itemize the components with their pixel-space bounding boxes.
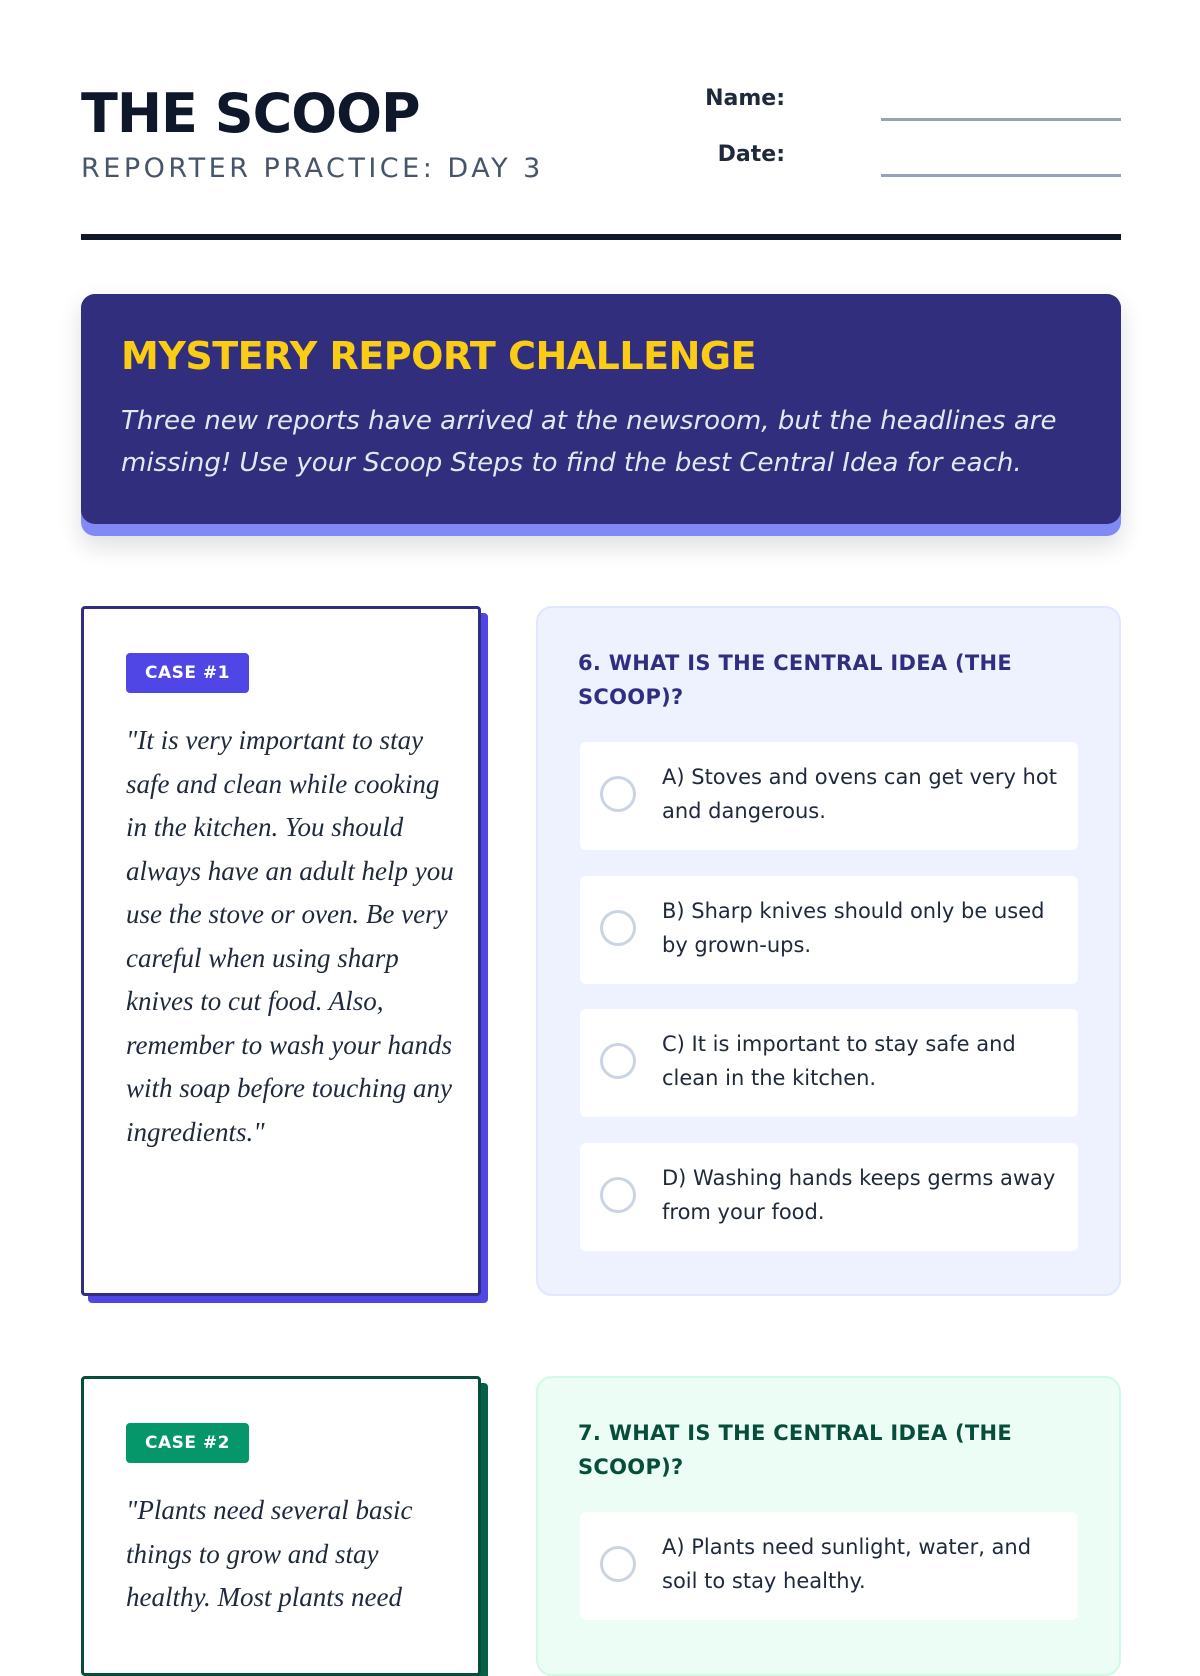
radio-button[interactable] — [600, 910, 636, 946]
challenge-instructions: Three new reports have arrived at the newsroom, but the headlines are missing! Use your Scoop Steps to find the best Central Idea for each. — [121, 406, 1057, 478]
date-field — [675, 138, 1121, 178]
case-card — [81, 606, 481, 1296]
header-divider — [81, 234, 1121, 240]
challenge-title: MYSTERY REPORT CHALLENGE — [121, 334, 757, 378]
case-card — [81, 1376, 481, 1676]
radio-button[interactable] — [600, 1177, 636, 1213]
answer-option-b[interactable] — [580, 876, 1078, 984]
answer-option-label: B) Sharp knives should only be used by grown-ups. — [662, 899, 1045, 957]
answer-option-d[interactable] — [580, 1143, 1078, 1251]
case-badge: CASE #1 — [126, 653, 249, 693]
name-field — [675, 82, 1121, 122]
date-blank-line[interactable] — [881, 174, 1121, 177]
answer-option-a[interactable] — [580, 1512, 1078, 1620]
name-label: Name: — [705, 86, 785, 111]
worksheet-title: THE SCOOP — [81, 82, 420, 145]
answer-option-label: A) Plants need sunlight, water, and soil to stay healthy. — [662, 1535, 1032, 1593]
radio-button[interactable] — [600, 776, 636, 812]
worksheet-subtitle: REPORTER PRACTICE: DAY 3 — [81, 153, 544, 184]
answer-option-label: A) Stoves and ovens can get very hot and dangerous. — [662, 765, 1057, 823]
question-prompt: 6. WHAT IS THE CENTRAL IDEA (THE SCOOP)? — [578, 651, 1013, 709]
answer-option-a[interactable] — [580, 742, 1078, 850]
radio-button[interactable] — [600, 1043, 636, 1079]
answer-option-c[interactable] — [580, 1009, 1078, 1117]
worksheet-page — [81, 0, 1121, 1612]
question-prompt: 7. WHAT IS THE CENTRAL IDEA (THE SCOOP)? — [578, 1421, 1013, 1479]
answer-option-label: C) It is important to stay safe and clean in the kitchen. — [662, 1032, 1016, 1090]
question-panel — [536, 606, 1121, 1296]
answer-option-label: D) Washing hands keeps germs away from your food. — [662, 1166, 1056, 1224]
radio-button[interactable] — [600, 1546, 636, 1582]
challenge-banner — [81, 294, 1121, 536]
case-passage: "It is very important to stay safe and clean while cooking in the kitchen. You should always have an adult help you use the stove or oven. Be very careful when using sharp knives to cut food. Also, remember to wash your hands with soap before touching any ingredients." — [126, 725, 454, 1147]
date-label: Date: — [717, 142, 785, 167]
challenge-banner-body — [81, 294, 1121, 524]
case-passage: "Plants need several basic things to grow and stay healthy. Most plants need — [126, 1495, 413, 1612]
name-blank-line[interactable] — [881, 118, 1121, 121]
question-panel — [536, 1376, 1121, 1676]
case-badge: CASE #2 — [126, 1423, 249, 1463]
